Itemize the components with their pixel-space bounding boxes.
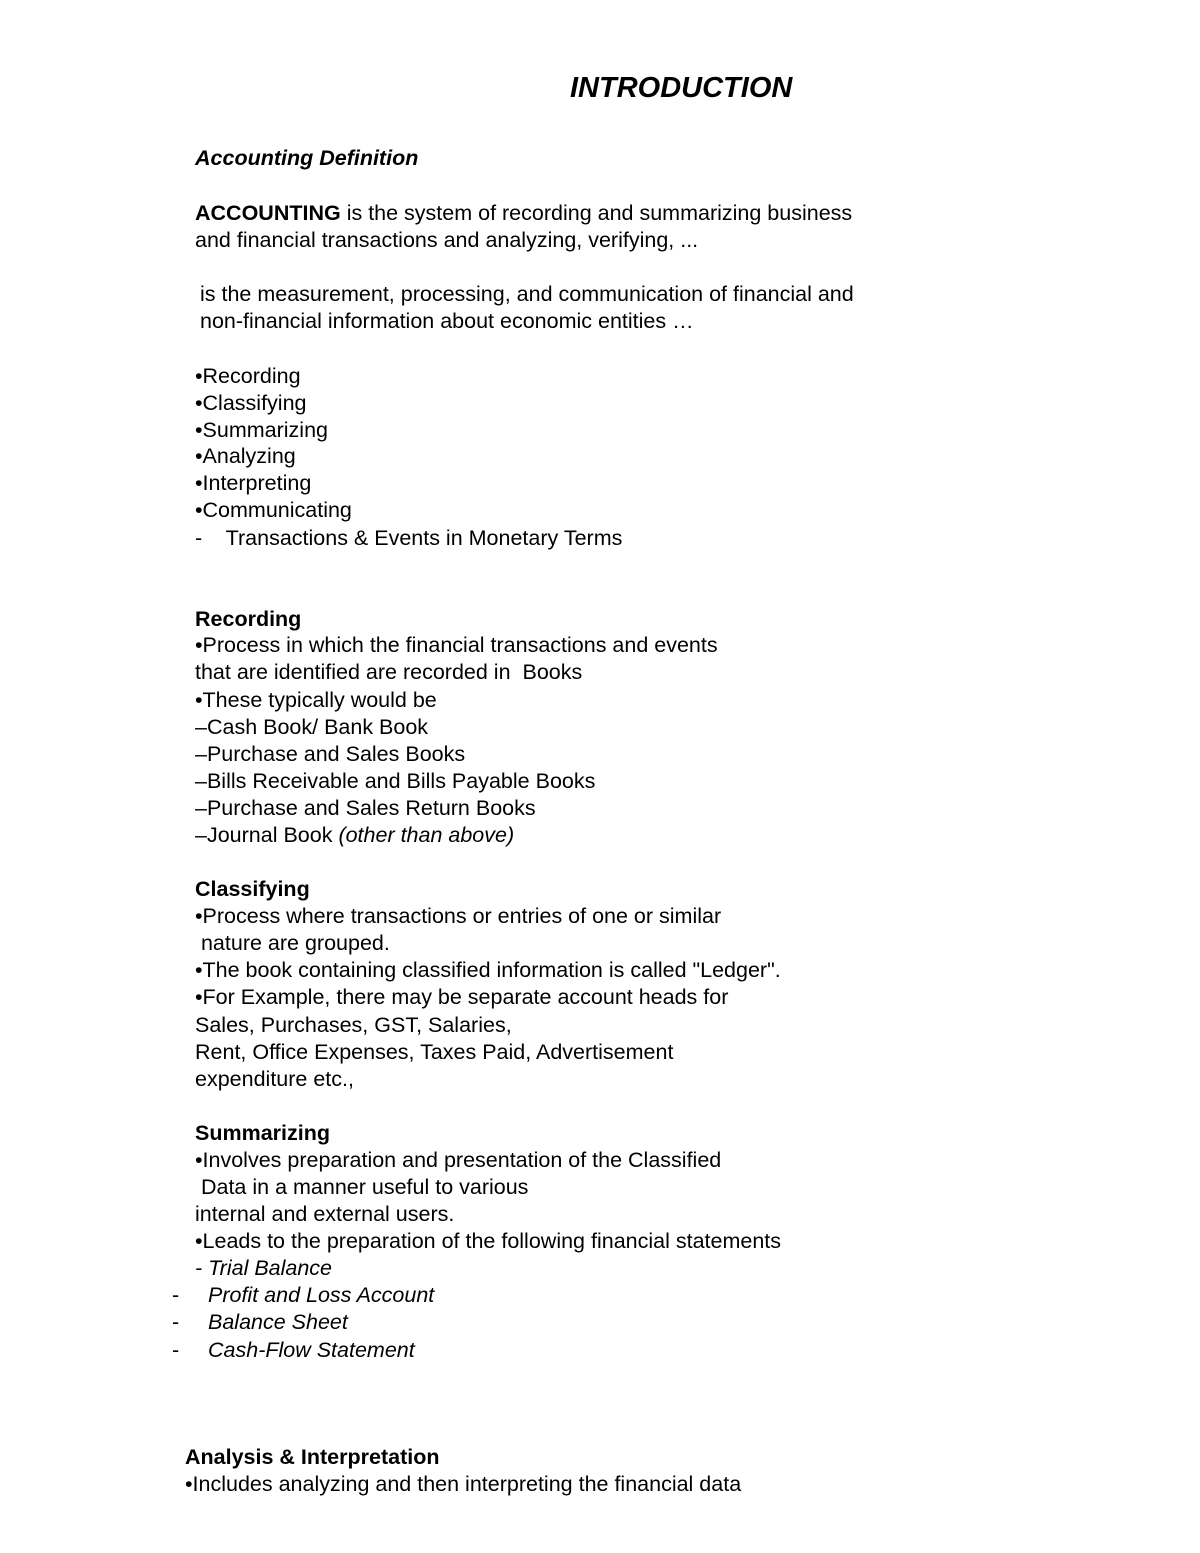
classifying-line: nature are grouped. <box>195 931 390 955</box>
classifying-line: Sales, Purchases, GST, Salaries, <box>195 1013 512 1037</box>
summarizing-line: Data in a manner useful to various <box>195 1175 529 1199</box>
function-item: •Recording <box>195 364 301 388</box>
classifying-line: •The book containing classified information is called "Ledger". <box>195 958 781 982</box>
recording-line: –Bills Receivable and Bills Payable Books <box>195 769 596 793</box>
recording-journal-note: (other than above) <box>338 823 515 847</box>
classifying-line: •Process where transactions or entries of one or similar <box>195 904 722 928</box>
classifying-heading: Classifying <box>195 877 310 901</box>
definition-line-4: non-financial information about economic entities … <box>200 309 694 333</box>
summarizing-heading: Summarizing <box>195 1121 330 1145</box>
recording-line: –Purchase and Sales Books <box>195 742 466 766</box>
statement-dash: - <box>172 1338 180 1362</box>
recording-line: –Purchase and Sales Return Books <box>195 796 536 820</box>
statement-item: Balance Sheet <box>208 1310 348 1334</box>
statement-dash: - <box>172 1310 180 1334</box>
analysis-heading: Analysis & Interpretation <box>185 1445 440 1469</box>
classifying-line: •For Example, there may be separate account heads for <box>195 985 729 1009</box>
classifying-line: Rent, Office Expenses, Taxes Paid, Advertisement <box>195 1040 674 1064</box>
function-item: •Summarizing <box>195 418 328 442</box>
function-item: •Interpreting <box>195 471 312 495</box>
function-item: •Communicating <box>195 498 352 522</box>
analysis-line: •Includes analyzing and then interpreting the financial data <box>185 1472 742 1496</box>
recording-line: –Cash Book/ Bank Book <box>195 715 429 739</box>
statement-dash: - <box>172 1283 180 1307</box>
definition-line-3: is the measurement, processing, and communication of financial and <box>200 282 854 306</box>
summarizing-line: internal and external users. <box>195 1202 455 1226</box>
recording-last-line <box>195 822 514 849</box>
definition-heading: Accounting Definition <box>195 146 419 170</box>
statement-item: Profit and Loss Account <box>208 1283 435 1307</box>
recording-journal-book: –Journal Book <box>195 823 339 847</box>
function-item: •Analyzing <box>195 444 296 468</box>
recording-line: •Process in which the financial transactions and events <box>195 633 718 657</box>
statement-item: Cash-Flow Statement <box>208 1338 415 1362</box>
function-item: •Classifying <box>195 391 307 415</box>
definition-line-2: and financial transactions and analyzing, verifying, ... <box>195 228 699 252</box>
definition-line-1 <box>195 200 852 227</box>
recording-line: •These typically would be <box>195 688 437 712</box>
recording-heading: Recording <box>195 607 302 631</box>
page-title: INTRODUCTION <box>570 72 793 104</box>
function-dash-item: - Transactions & Events in Monetary Terms <box>195 526 623 550</box>
classifying-line: expenditure etc., <box>195 1067 354 1091</box>
definition-line-1-rest: is the system of recording and summarizing business <box>340 201 853 225</box>
summarizing-line: •Leads to the preparation of the following financial statements <box>195 1229 782 1253</box>
recording-line: that are identified are recorded in Books <box>195 660 583 684</box>
summarizing-line: •Involves preparation and presentation of the Classified <box>195 1148 722 1172</box>
definition-term: ACCOUNTING <box>195 201 341 225</box>
summarizing-trial-balance: - Trial Balance <box>195 1256 333 1280</box>
